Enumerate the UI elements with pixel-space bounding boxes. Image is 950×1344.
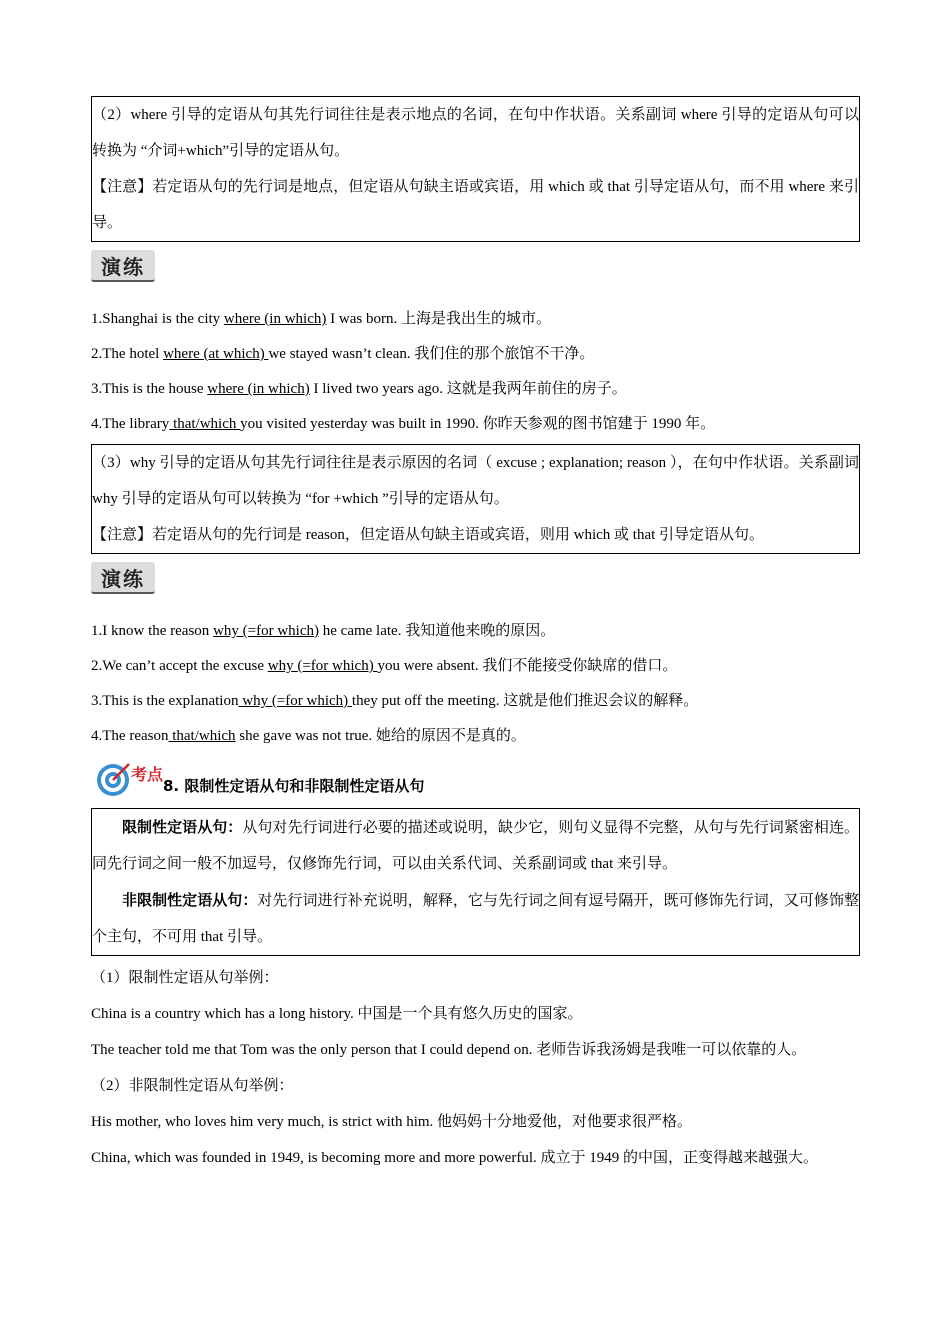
practice-item: 2.We can’t accept the excuse why (=for which) you were absent. 我们不能接受你缺席的借口。 xyxy=(91,658,678,674)
practice-item: 4.The reason that/which she gave was not true. 她给的原因不是真的。 xyxy=(91,728,526,744)
note-paragraph: 【注意】若定语从句的先行词是地点，但定语从句缺主语或宾语，用 which 或 that 引导定语从句，而不用 where 来引导。 xyxy=(92,179,859,231)
definition-nonrestrictive: 非限制性定语从句：对先行词进行补充说明，解释，它与先行词之间有逗号隔开，既可修饰先行词，又可修饰整个主句，不可用 that 引导。 xyxy=(92,891,859,945)
example-sentence: China is a country which has a long history. 中国是一个具有悠久历史的国家。 xyxy=(91,1006,583,1022)
paragraph: （3）why 引导的定语从句其先行词往往是表示原因的名词（ excuse ; explanation; reason ），在句中作状语。关系副词 why 引导的定语从句可以转换为 “for +which ”引导的定语从句。 xyxy=(92,455,859,507)
practice-badge xyxy=(91,560,860,596)
practice-item: 2.The hotel where (at which) we stayed wasn’t clean. 我们住的那个旅馆不干净。 xyxy=(91,346,595,362)
definition-box xyxy=(91,808,860,956)
note-paragraph: 【注意】若定语从句的先行词是 reason，但定语从句缺主语或宾语，则用 which 或 that 引导定语从句。 xyxy=(92,527,765,543)
kaodian-badge: 考点 xyxy=(131,765,164,784)
definition-restrictive: 限制性定语从句：从句对先行词进行必要的描述或说明，缺少它，则句义显得不完整，从句与先行词紧密相连。同先行词之间一般不加逗号，仅修饰先行词，可以由关系代词、关系副词或 that 来引导。 xyxy=(92,818,859,872)
practice-badge xyxy=(91,248,860,284)
document-page xyxy=(91,96,860,1176)
practice-item: 1.Shanghai is the city where (in which) I was born. 上海是我出生的城市。 xyxy=(91,311,551,327)
examples xyxy=(91,960,860,1176)
example-sentence: His mother, who loves him very much, is strict with him. 他妈妈十分地爱他，对他要求很严格。 xyxy=(91,1114,693,1130)
target-icon xyxy=(95,760,165,798)
kaodian-heading xyxy=(95,758,860,798)
practice-item: 1.I know the reason why (=for which) he came late. 我知道他来晚的原因。 xyxy=(91,623,556,639)
practice-label: 演练 xyxy=(91,562,155,594)
practice-label: 演练 xyxy=(91,250,155,282)
paragraph: （2）where 引导的定语从句其先行词往往是表示地点的名词，在句中作状语。关系副词 where 引导的定语从句可以转换为 “介词+which”引导的定语从句。 xyxy=(92,107,859,159)
practice-item: 3.This is the explanation why (=for which) they put off the meeting. 这就是他们推迟会议的解释。 xyxy=(91,693,699,709)
note-box-why xyxy=(91,444,860,554)
practice-list-where xyxy=(91,302,860,442)
example-heading: （1）限制性定语从句举例： xyxy=(91,970,279,986)
practice-item: 3.This is the house where (in which) I lived two years ago. 这就是我两年前住的房子。 xyxy=(91,381,627,397)
example-heading: （2）非限制性定语从句举例： xyxy=(91,1078,294,1094)
section-title: 8. 限制性定语从句和非限制性定语从句 xyxy=(163,777,425,795)
practice-item: 4.The library that/which you visited yesterday was built in 1990. 你昨天参观的图书馆建于 1990 年。 xyxy=(91,416,716,432)
example-sentence: China, which was founded in 1949, is becoming more and more powerful. 成立于 1949 的中国，正变得越来越强大。 xyxy=(91,1150,818,1166)
practice-list-why xyxy=(91,614,860,754)
note-box-where xyxy=(91,96,860,242)
example-sentence: The teacher told me that Tom was the only person that I could depend on. 老师告诉我汤姆是我唯一可以依靠的人。 xyxy=(91,1042,807,1058)
